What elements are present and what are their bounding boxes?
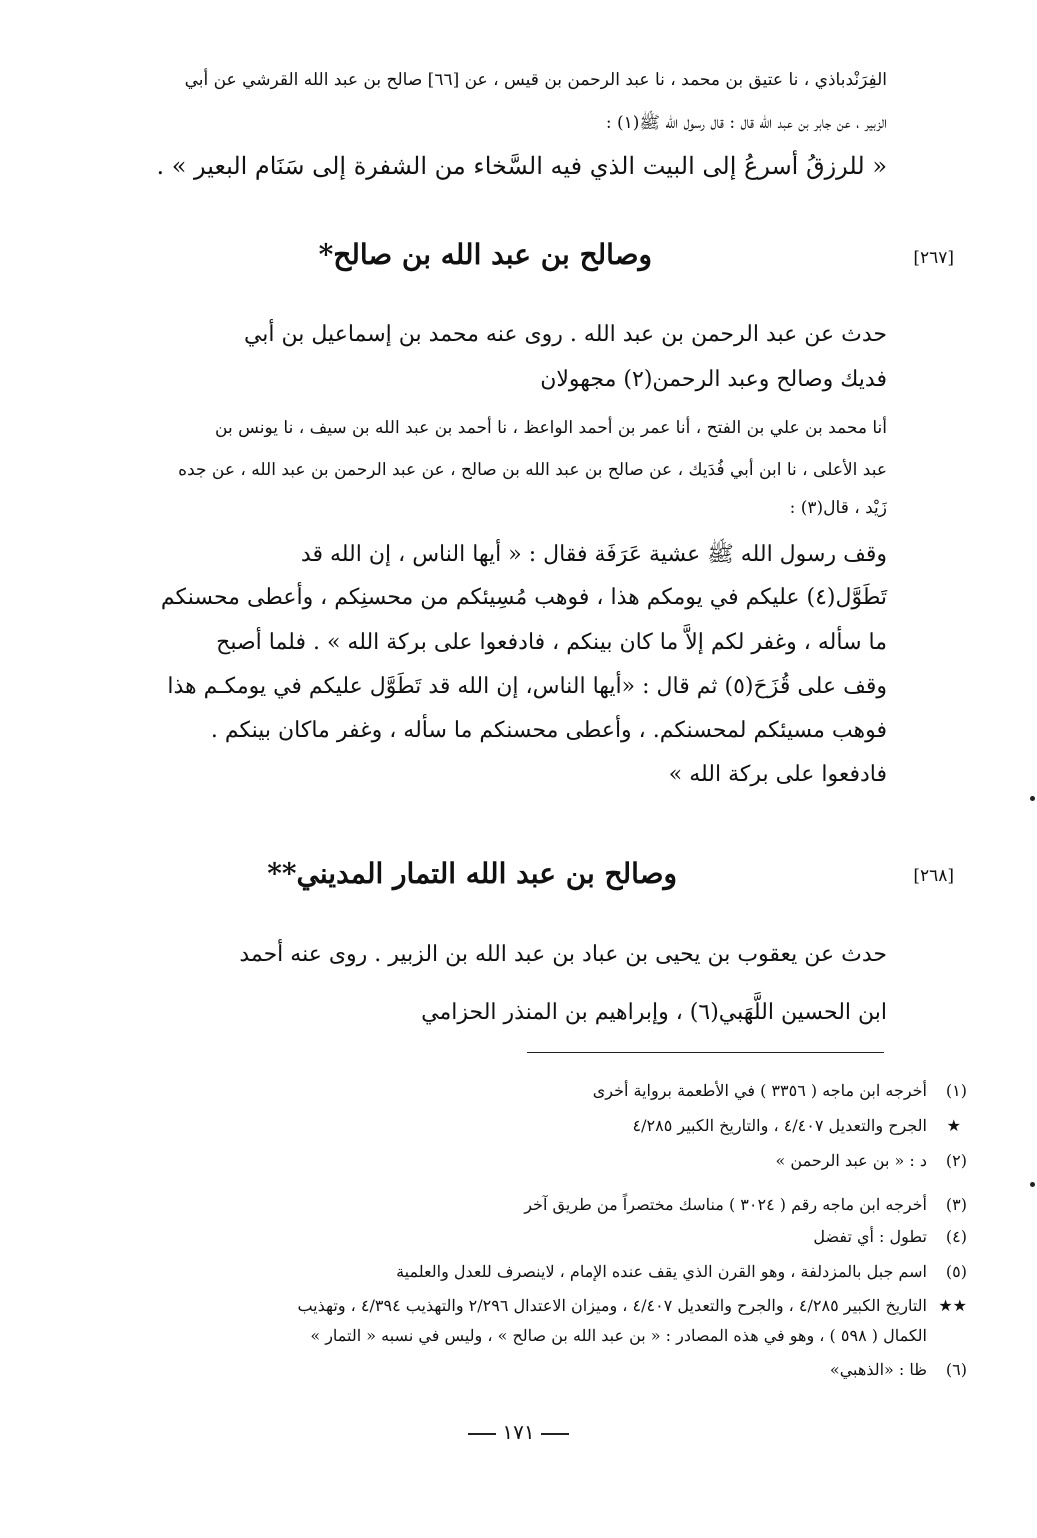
- footnote-text: الجرح والتعديل ٤/٤٠٧ ، والتاريخ الكبير ٤/٢٨٥: [632, 1116, 927, 1135]
- page-number: [0, 1420, 1037, 1444]
- footnote-mark: (٥): [945, 1262, 967, 1281]
- footnote-text: تطول : أي تفضل: [813, 1227, 927, 1246]
- footnote-text: د : « بن عبد الرحمن »: [775, 1151, 927, 1170]
- footnote-mark: (١): [945, 1081, 967, 1100]
- footnote-text: الكمال ( ٥٩٨ ) ، وهو في هذه المصادر : « بن عبد الله بن صالح » ، وليس في نسبه « التمار »: [310, 1326, 927, 1345]
- footnote-mark: ★: [946, 1116, 961, 1135]
- entry-title: وصالح بن عبد الله التمار المديني**: [267, 857, 677, 890]
- hadith-line: وقف على قُزَحَ(٥) ثم قال : «أيها الناس، إن الله قد تَطَوَّل عليكم في يومكـم هذا: [167, 674, 887, 699]
- bio-line: حدث عن عبد الرحمن بن عبد الله . روى عنه محمد بن إسماعيل بن أبي: [243, 322, 887, 347]
- hadith-line: ما سأله ، وغفر لكم إلاَّ ما كان بينكم ، فادفعوا على بركة الله » . فلما أصبح: [216, 630, 887, 655]
- hadith-line: فادفعوا على بركة الله »: [668, 762, 887, 787]
- footnote-text: التاريخ الكبير ٤/٢٨٥ ، والجرح والتعديل ٤/٤٠٧ ، وميزان الاعتدال ٢/٢٩٦ والتهذيب ٤/٣٩٤ ، وتهذيب: [297, 1296, 927, 1315]
- entry-number: [٢٦٨]: [913, 866, 954, 886]
- scan-mark: [1030, 796, 1035, 801]
- page-number-dash: [468, 1433, 496, 1435]
- hadith-line: فوهب مسيئكم لمحسنكم. ، وأعطى محسنكم ما سأله ، وغفر ماكان بينكم .: [210, 718, 887, 743]
- footnote-mark: ★★: [938, 1296, 967, 1315]
- hadith-text: « للرزقُ أسرعُ إلى البيت الذي فيه السَّخاء من الشفرة إلى سَنَام البعير » .: [156, 152, 887, 180]
- isnad-line: عبد الأعلى ، نا ابن أبي فُدَيك ، عن صالح بن عبد الله بن صالح ، عن عبد الرحمن بن عبد الله ، عن جده: [178, 460, 887, 480]
- hadith-line: تَطَوَّل(٤) عليكم في يومكم هذا ، فوهب مُسِيئكم من محسنِكم ، وأعطى محسنكم: [160, 585, 887, 610]
- footnote-separator: [527, 1052, 884, 1053]
- isnad-line: أنا محمد بن علي بن الفتح ، أنا عمر بن أحمد الواعظ ، نا أحمد بن عبد الله بن سيف ، نا يونس بن: [215, 418, 887, 438]
- footnote-text: أخرجه ابن ماجه ( ٣٣٥٦ ) في الأطعمة برواية أخرى: [592, 1081, 927, 1100]
- isnad-line: زَيْد ، قال(٣) :: [789, 498, 887, 518]
- bio-line: فديك وصالح وعبد الرحمن(٢) مجهولان: [540, 367, 887, 392]
- isnad-line: الزبير ، عن جابر بن عبد الله قال : قال رسول الله ﷺ(١) :: [605, 113, 887, 133]
- entry-number: [٢٦٧]: [913, 248, 954, 268]
- footnote-text: أخرجه ابن ماجه رقم ( ٣٠٢٤ ) مناسك مختصراً من طريق آخر: [524, 1195, 927, 1214]
- footnote-mark: (٤): [945, 1227, 967, 1246]
- bio-line: ابن الحسين اللَّهَبي(٦) ، وإبراهيم بن المنذر الحزامي: [421, 1000, 887, 1025]
- page-number-value: ١٧١: [502, 1420, 535, 1444]
- page-number-dash: [541, 1433, 569, 1435]
- isnad-line: الفِرَنْدباذي ، نا عتيق بن محمد ، نا عبد الرحمن بن قيس ، عن [٦٦] صالح بن عبد الله القرشي عن أبي: [184, 70, 887, 90]
- entry-title: وصالح بن عبد الله بن صالح*: [318, 238, 652, 271]
- footnote-mark: (٣): [945, 1195, 967, 1214]
- hadith-line: وقف رسول الله ﷺ عشية عَرَفَة فقال : « أيها الناس ، إن الله قد: [300, 542, 887, 567]
- footnote-mark: (٦): [945, 1360, 967, 1379]
- footnote-text: ظا : «الذهبي»: [829, 1360, 927, 1379]
- footnote-text: اسم جبل بالمزدلفة ، وهو القرن الذي يقف عنده الإمام ، لاينصرف للعدل والعلمية: [396, 1262, 927, 1281]
- footnote-mark: (٢): [945, 1151, 967, 1170]
- scan-mark: [1030, 1182, 1035, 1187]
- bio-line: حدث عن يعقوب بن يحيى بن عباد بن عبد الله بن الزبير . روى عنه أحمد: [239, 942, 887, 967]
